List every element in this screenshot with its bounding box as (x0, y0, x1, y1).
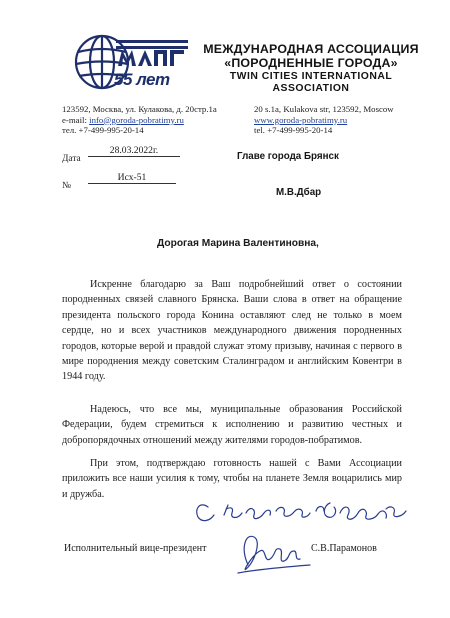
email-label: e-mail: (62, 114, 90, 125)
date-value: 28.03.2022г. (109, 145, 159, 156)
number-field (88, 172, 176, 184)
address-phone-ru: тел. +7-499-995-20-14 (62, 125, 144, 136)
body-paragraph-3: При этом, подтверждаю готовность нашей с Вами Ассоциации приложить все наши усилия к тому, чтобы на планете Земля воцарились мир и дружба. (62, 458, 402, 500)
address-street-ru: 123592, Москва, ул. Кулакова, д. 20стр.1а (62, 104, 217, 114)
address-phone-en: tel. +7-499-995-20-14 (254, 125, 333, 136)
date-label: Дата (62, 154, 81, 164)
addressee-name: М.В.Дбар (276, 187, 322, 198)
body-paragraph-1: Искренне благодарю за Ваш подробнейший ответ о состоянии породненных связей славного Брянска. Ваши слова в ответ на обращение президента польского города Конина оставляют след не только в моем сердце, но и всех участников международного движения породненных городов, которые верой и правдой служат этому призыву, начиная с первого в мире породнения между советским Сталинградом и английским Ковентри в 1944 году. (62, 279, 402, 383)
email-link[interactable]: info@goroda-pobratimy.ru (89, 114, 184, 125)
address-block-ru (62, 104, 217, 136)
org-name-ru-line1: МЕЖДУНАРОДНАЯ АССОЦИАЦИЯ (203, 42, 419, 56)
org-name-en-line1: TWIN CITIES INTERNATIONAL (229, 71, 393, 82)
address-street-en: 20 s.1a, Kulakova str, 123592, Moscow (254, 104, 394, 114)
date-field (88, 145, 180, 157)
number-value: Исх-51 (117, 172, 147, 183)
greeting: Дорогая Марина Валентиновна, (157, 238, 319, 249)
signer-position: Исполнительный вице-президент (64, 543, 207, 554)
signer-name: С.В.Парамонов (311, 543, 377, 554)
body-paragraph-2: Надеюсь, что все мы, муниципальные образования Российской Федерации, будем стремиться к исполнению и развитию честных и добропорядочных отношений между жителями городов-побратимов. (62, 404, 402, 446)
number-label: № (62, 181, 71, 191)
handwritten-signature (180, 485, 420, 580)
org-name-en-line2: ASSOCIATION (272, 83, 350, 94)
org-name-ru-line2: «ПОРОДНЕННЫЕ ГОРОДА» (224, 56, 398, 70)
website-link[interactable]: www.goroda-pobratimy.ru (254, 114, 348, 125)
addressee-title: Главе города Брянск (237, 151, 339, 162)
address-block-en (254, 104, 394, 136)
anniversary-mark: 55 лет (114, 70, 170, 89)
address-email-line (62, 115, 217, 126)
